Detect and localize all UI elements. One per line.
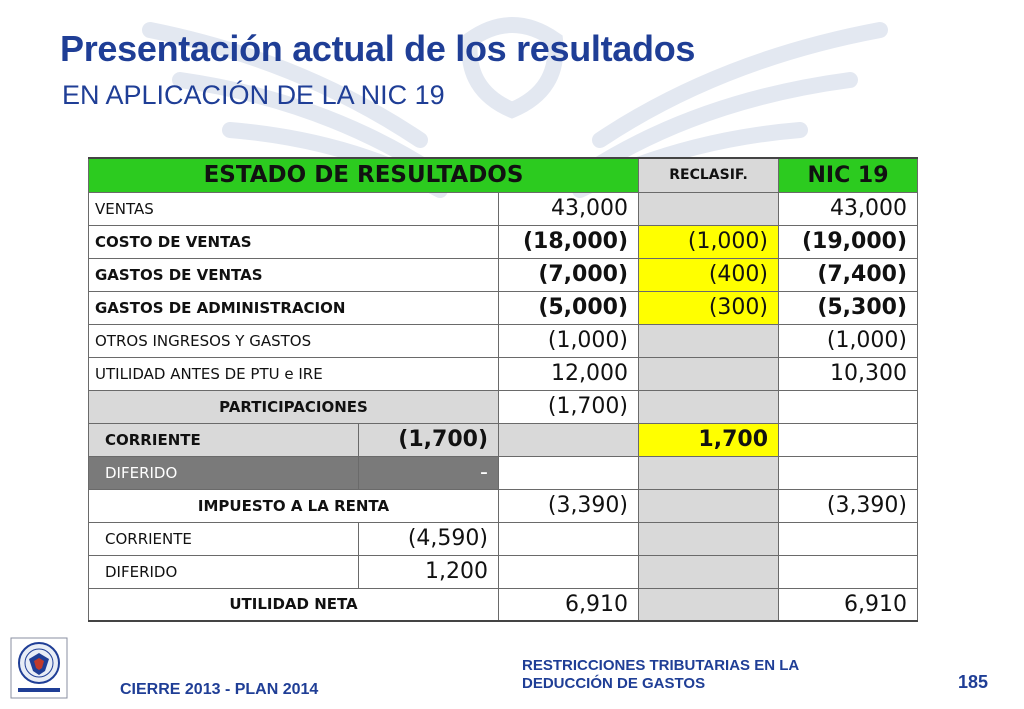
page-number: 185 xyxy=(958,672,989,692)
row-label: OTROS INGRESOS Y GASTOS xyxy=(89,324,499,357)
nic-cell xyxy=(779,555,918,588)
row-label: UTILIDAD NETA xyxy=(89,588,499,621)
nic-cell: (1,000) xyxy=(779,324,918,357)
nic-cell: (19,000) xyxy=(779,225,918,258)
nic-cell xyxy=(779,522,918,555)
table-row-otros xyxy=(89,324,918,357)
row-label: GASTOS DE ADMINISTRACION xyxy=(89,291,499,324)
footer-event-label: CIERRE 2013 - PLAN 2014 xyxy=(120,681,319,698)
income-statement-table xyxy=(88,157,918,622)
row-label: PARTICIPACIONES xyxy=(89,390,499,423)
reclasif-cell: (1,000) xyxy=(639,225,779,258)
reclasif-cell xyxy=(639,357,779,390)
reclasif-cell xyxy=(639,489,779,522)
value-cell: (1,700) xyxy=(499,390,639,423)
table-row-ptu-corriente xyxy=(89,423,918,456)
value-cell xyxy=(499,423,639,456)
value-cell: (7,000) xyxy=(499,258,639,291)
row-label: IMPUESTO A LA RENTA xyxy=(89,489,499,522)
institution-seal-logo-icon xyxy=(10,637,68,699)
table-row-utilidad-neta xyxy=(89,588,918,621)
value-cell xyxy=(499,555,639,588)
reclasif-cell xyxy=(639,456,779,489)
slide-subtitle: EN APLICACIÓN DE LA NIC 19 xyxy=(62,80,445,110)
reclasif-cell: (400) xyxy=(639,258,779,291)
table-row-participaciones xyxy=(89,390,918,423)
nic-cell: 10,300 xyxy=(779,357,918,390)
row-label: DIFERIDO xyxy=(89,456,359,489)
nic-cell: (5,300) xyxy=(779,291,918,324)
sub-value-cell: - xyxy=(359,456,499,489)
footer-section-title: RESTRICCIONES TRIBUTARIAS EN LA DEDUCCIÓN DE GASTOS xyxy=(522,657,799,692)
row-label: UTILIDAD ANTES DE PTU e IRE xyxy=(89,357,499,390)
reclasif-cell: 1,700 xyxy=(639,423,779,456)
header-nic19: NIC 19 xyxy=(779,158,918,192)
reclasif-cell xyxy=(639,588,779,621)
row-label: CORRIENTE xyxy=(89,522,359,555)
value-cell xyxy=(499,456,639,489)
reclasif-cell xyxy=(639,555,779,588)
header-estado-resultados: ESTADO DE RESULTADOS xyxy=(89,158,639,192)
table-row-ir-corriente xyxy=(89,522,918,555)
reclasif-cell xyxy=(639,522,779,555)
nic-cell xyxy=(779,390,918,423)
table-row-costo-ventas xyxy=(89,225,918,258)
value-cell: (5,000) xyxy=(499,291,639,324)
row-label: COSTO DE VENTAS xyxy=(89,225,499,258)
row-label: CORRIENTE xyxy=(89,423,359,456)
table-row-utilidad-antes xyxy=(89,357,918,390)
value-cell xyxy=(499,522,639,555)
row-label: DIFERIDO xyxy=(89,555,359,588)
table-row-ptu-diferido xyxy=(89,456,918,489)
table-row-ir-diferido xyxy=(89,555,918,588)
value-cell: (3,390) xyxy=(499,489,639,522)
table-row-impuesto xyxy=(89,489,918,522)
value-cell: 6,910 xyxy=(499,588,639,621)
nic-cell: 6,910 xyxy=(779,588,918,621)
table-row-gastos-ventas xyxy=(89,258,918,291)
sub-value-cell: (4,590) xyxy=(359,522,499,555)
header-reclasif: RECLASIF. xyxy=(639,158,779,192)
row-label: VENTAS xyxy=(89,192,499,225)
nic-cell: (7,400) xyxy=(779,258,918,291)
nic-cell: (3,390) xyxy=(779,489,918,522)
value-cell: (1,000) xyxy=(499,324,639,357)
slide-title: Presentación actual de los resultados xyxy=(60,28,696,69)
reclasif-cell xyxy=(639,324,779,357)
sub-value-cell: (1,700) xyxy=(359,423,499,456)
value-cell: (18,000) xyxy=(499,225,639,258)
reclasif-cell xyxy=(639,192,779,225)
nic-cell: 43,000 xyxy=(779,192,918,225)
reclasif-cell: (300) xyxy=(639,291,779,324)
nic-cell xyxy=(779,456,918,489)
row-label: GASTOS DE VENTAS xyxy=(89,258,499,291)
nic-cell xyxy=(779,423,918,456)
table-row-gastos-admin xyxy=(89,291,918,324)
reclasif-cell xyxy=(639,390,779,423)
sub-value-cell: 1,200 xyxy=(359,555,499,588)
value-cell: 12,000 xyxy=(499,357,639,390)
table-row-ventas xyxy=(89,192,918,225)
value-cell: 43,000 xyxy=(499,192,639,225)
table-header-row xyxy=(89,158,918,192)
